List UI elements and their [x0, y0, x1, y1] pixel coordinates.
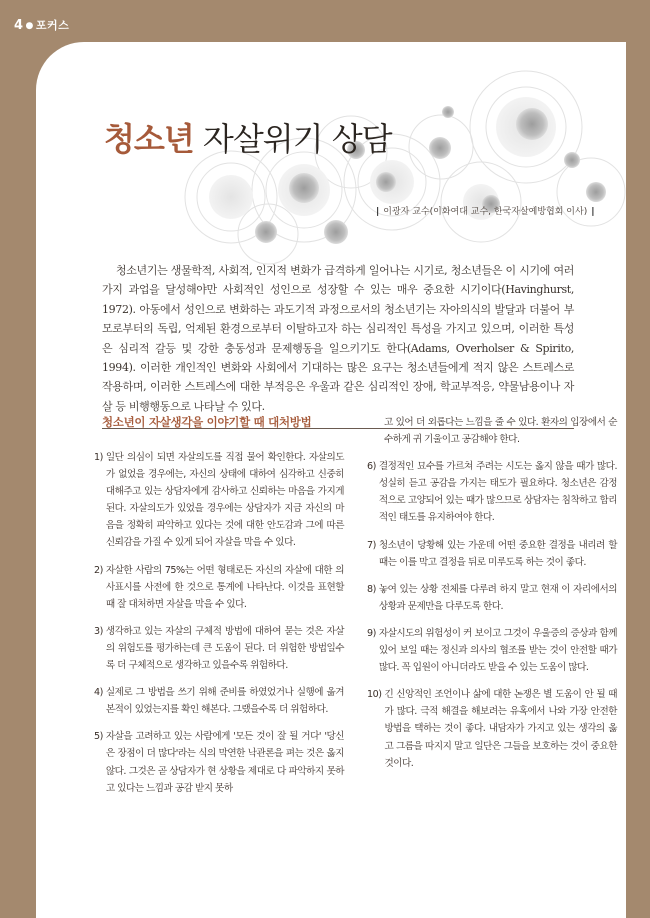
right-column	[367, 414, 617, 782]
left-column	[94, 414, 344, 807]
list-item: 4) 실제로 그 방법을 쓰기 위해 준비를 하였었거나 실행에 옮겨 본적이 있었는지를 확인 해본다. 그랬을수록 더 위험하다.	[94, 687, 344, 716]
list-item: 9) 자살시도의 위험성이 커 보이고 그것이 우울증의 증상과 함께 있어 보일 때는 정신과 의사의 협조를 받는 것이 안전할 때가 많다. 꼭 입원이 아니더라도 받을 수 있는 도움이 많다.	[367, 627, 617, 674]
title-rest: 자살위기 상담	[202, 120, 392, 158]
header-band	[0, 0, 650, 42]
list-item: 8) 놓여 있는 상황 전체를 다루려 하지 말고 현재 이 자리에서의 상황과 문제만을 다루도록 한다.	[367, 583, 617, 612]
list-item: 1) 일단 의심이 되면 자살의도를 직접 물어 확인한다. 자살의도가 없었을 경우에는, 자신의 상태에 대하여 심각하고 신중히 대해주고 있는 상담자에게 감사하고 신뢰하는 마음을 가지게 된다. 자살의도가 있었을 경우에는 상담자가 지금 자신의 마음을 정확히 파악하고 있다는 것에 대한 안도감과 그에 따른 신뢰감을 가질 수 있게 되어 자살을 막을 수 있다.	[94, 452, 344, 549]
page-number: 4	[14, 18, 24, 33]
page-panel	[36, 42, 626, 918]
byline-bar-left: |	[376, 207, 380, 217]
intro-paragraph: 청소년기는 생물학적, 사회적, 인지적 변화가 급격하게 일어나는 시기로, 청소년들은 이 시기에 여러 가지 과업을 달성해야만 사회적인 성인으로 성장할 수 있는 매우 중요한 시기이다(Havinghurst, 1972). 아동에서 성인으로 변화하는 과도기적 과정으로서의 청소년기는 자아의식의 발달과 더불어 부모로부터의 독립, 억제된 환경으로부터 이탈하고자 하는 심리적인 특성을 가지고 있으며, 이러한 특성은 심리적 갈등 및 강한 충동성과 문제행동을 일으키기도 한다(Adams, Overholser & Spirito, 1994). 이러한 개인적인 변화와 사회에서 기대하는 많은 요구는 청소년들에게 적지 않은 스트레스로 작용하며, 이러한 스트레스에 대한 부적응은 우울과 같은 심리적인 장애, 학교부적응, 약물남용이나 자살 등 비행행동으로 나타날 수 있다.	[102, 261, 574, 429]
list-item: 5) 자살을 고려하고 있는 사람에게 '모든 것이 잘 될 거다' '당신은 장점이 더 많다'라는 식의 막연한 낙관론을 펴는 것은 옳지 않다. 그것은 곧 상담자가 현 상황을 제대로 다 파악하지 못하고 있다는 느낌과 공감 받지 못하	[94, 731, 344, 794]
author-text: 이광자 교수(이화여대 교수, 한국자살예방협회 이사)	[383, 207, 588, 217]
list-item: 6) 결정적인 묘수를 가르쳐 주려는 시도는 옳지 않을 때가 많다. 성실히 듣고 공감을 가지는 태도가 필요하다. 청소년은 감정적으로 고양되어 있는 때가 많으므로 상담자는 침착하고 합리적인 태도를 유지하여야 한다.	[367, 461, 617, 524]
list-item: 10) 긴 신앙적인 조언이나 삶에 대한 논쟁은 별 도움이 안 될 때가 많다. 극적 해결을 해보려는 유혹에서 나와 가장 안전한 방법을 택하는 것이 좋다. 내담자가 가지고 있는 생각의 옳고 그름을 따지지 말고 일단은 그들을 보호하는 것이 중요한 것이다.	[367, 689, 617, 769]
section-subheading: 청소년이 자살생각을 이야기할 때 대처방법	[102, 415, 312, 429]
section-label	[14, 17, 69, 33]
list-item: 3) 생각하고 있는 자살의 구체적 방법에 대하여 묻는 것은 자살의 위험도를 평가하는데 큰 도움이 된다. 더 위험한 방법일수록 더 구체적으로 생각하고 있을수록 위험하다.	[94, 625, 344, 672]
section-name: 포커스	[35, 19, 70, 32]
list-item: 7) 청소년이 당황해 있는 가운데 어떤 중요한 결정을 내리려 할 때는 이를 막고 결정을 뒤로 미루도록 하는 것이 좋다.	[367, 539, 617, 568]
list-item: 2) 자살한 사람의 75%는 어떤 형태로든 자신의 자살에 대한 의사표시를 사전에 한 것으로 통계에 나타난다. 이것을 표현할 때 잘 대처하면 자살을 막을 수 있다.	[94, 564, 344, 610]
author-byline	[372, 204, 599, 217]
title-highlight: 청소년	[104, 120, 194, 158]
byline-bar-right: |	[591, 207, 595, 217]
article-title	[104, 114, 392, 160]
bullet-icon: ●	[25, 20, 34, 31]
list-item-continuation: 고 있어 더 외롭다는 느낌을 줄 수 있다. 환자의 입장에서 순수하게 귀 기울이고 공감해야 한다.	[384, 417, 617, 446]
